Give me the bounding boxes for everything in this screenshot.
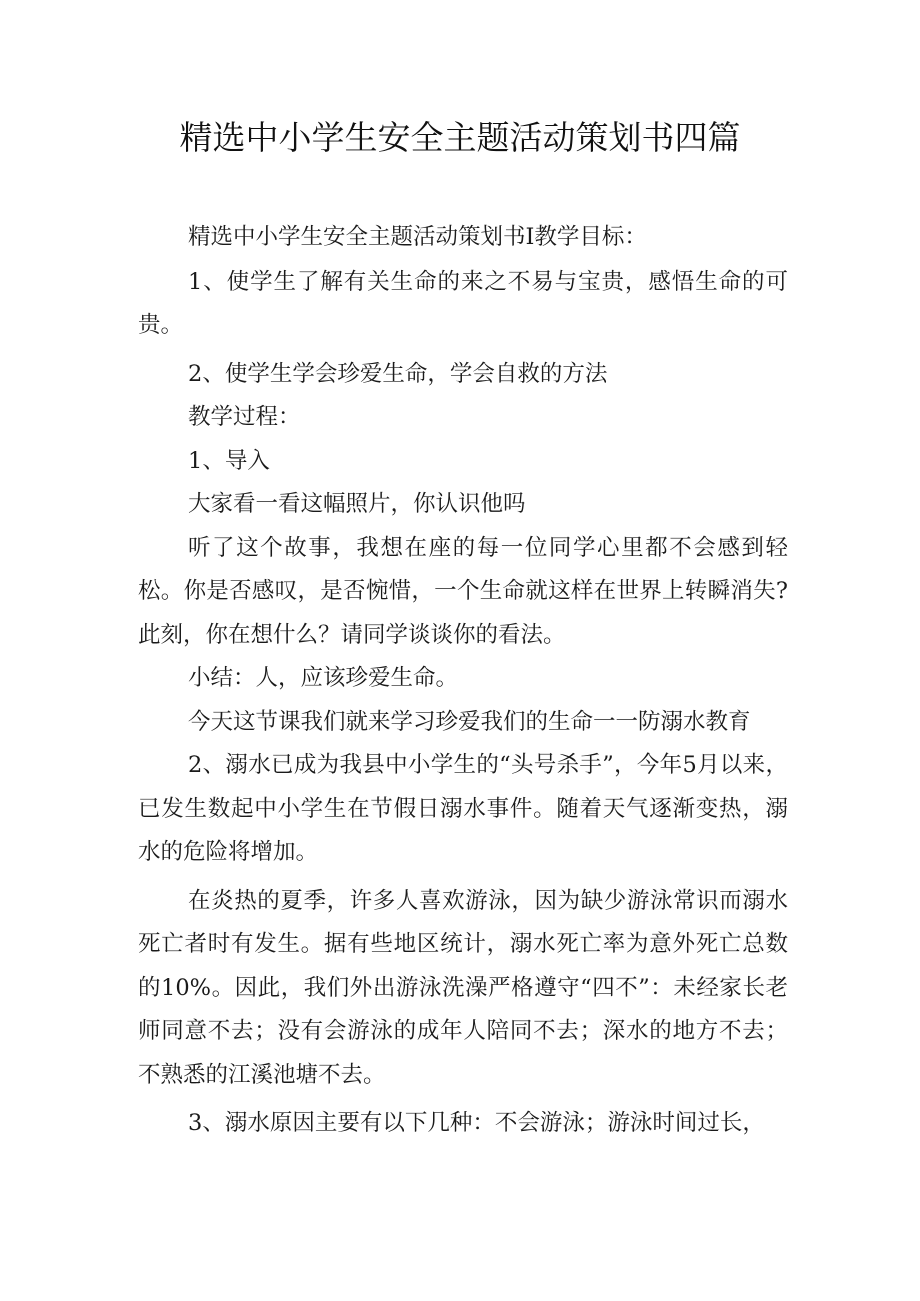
paragraph-objective-2: 2、使学生学会珍爱生命，学会自救的方法	[188, 360, 608, 387]
paragraph-photo-question: 大家看一看这幅照片，你认识他吗	[188, 491, 526, 517]
paragraph-intro-heading: 1、导入	[188, 447, 270, 474]
paragraph-drowning-causes: 3、溺水原因主要有以下几种：不会游泳；游泳时间过长，	[188, 1110, 765, 1136]
document-title: 精选中小学生安全主题活动策划书四篇	[179, 118, 741, 157]
document-body	[138, 216, 788, 1146]
paragraph-summary: 小结：人，应该珍爱生命。	[188, 665, 459, 691]
paragraph-objective-1: 1、使学生了解有关生命的来之不易与宝贵，感悟生命的可贵。	[138, 268, 788, 338]
paragraph-summer-swimming: 在炎热的夏季，许多人喜欢游泳，因为缺少游泳常识而溺水死亡者时有发生。据有些地区统计，溺水死亡率为意外死亡总数的10%。因此，我们外出游泳洗澡严格遵守“四不”：未经家长老师同意不去；没有会游泳的成年人陪同不去；深水的地方不去；不熟悉的江溪池塘不去。	[138, 887, 788, 1088]
paragraph-lesson-topic: 今天这节课我们就来学习珍爱我们的生命一一防溺水教育	[188, 708, 751, 735]
paragraph-drowning-stats: 2、溺水已成为我县中小学生的“头号杀手”，今年5月以来，已发生数起中小学生在节假日溺水事件。随着天气逐渐变热，溺水的危险将增加。	[138, 752, 788, 865]
paragraph-process-heading: 教学过程：	[188, 404, 301, 430]
paragraph-story-reflection: 听了这个故事，我想在座的每一位同学心里都不会感到轻松。你是否感叹，是否惋惜，一个生命就这样在世界上转瞬消失?此刻，你在想什么？请同学谈谈你的看法。	[138, 534, 788, 648]
paragraph-objectives-heading: 精选中小学生安全主题活动策划书Ⅰ教学目标：	[188, 224, 647, 250]
